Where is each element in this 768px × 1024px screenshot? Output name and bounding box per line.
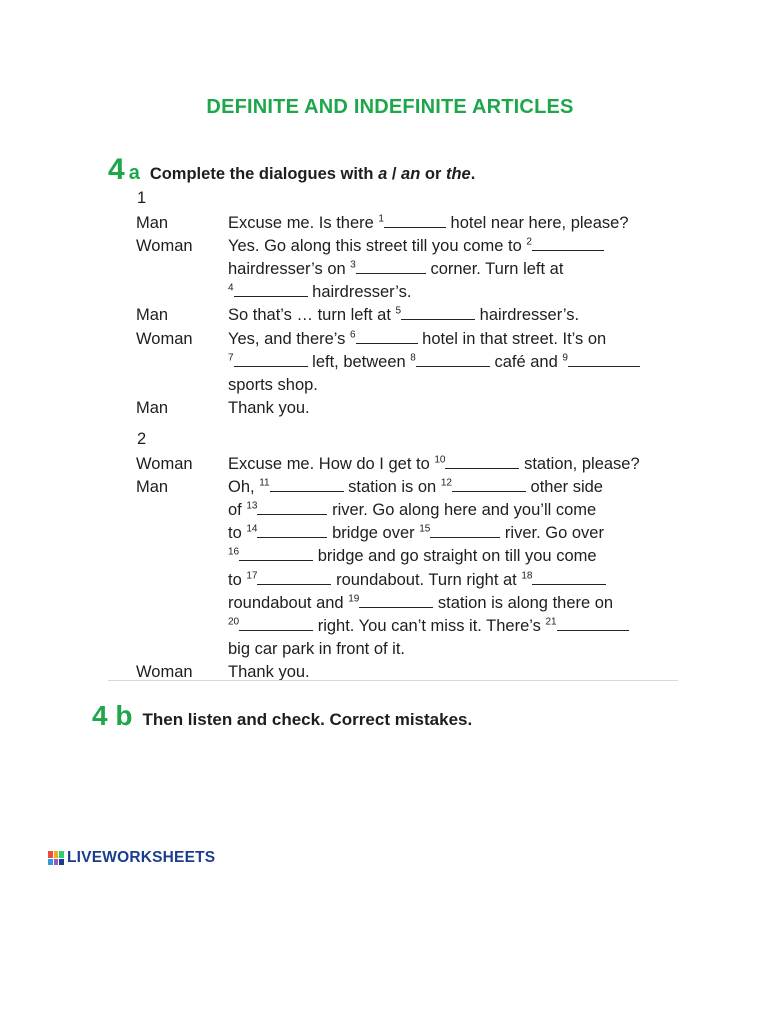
gap-number: 17: [246, 570, 258, 581]
speech-text: Thank you.: [228, 398, 310, 417]
gap-number: 11: [259, 477, 270, 489]
speech-text: Thank you.: [228, 662, 310, 681]
speech-text: roundabout and $^{19}$ station is along there on: [228, 593, 614, 612]
gap-number: 13: [246, 500, 258, 512]
logo-square: [59, 851, 64, 858]
gap-number: 16: [228, 546, 240, 558]
answer-blank-13[interactable]: [257, 500, 327, 515]
answer-blank-7[interactable]: [234, 352, 308, 367]
speech-text: Yes. Go along this street till you come to $^2$: [228, 235, 688, 258]
speech-text: $^7$ left, between $^8$ café and $^9$: [228, 351, 688, 374]
logo-square: [54, 859, 59, 866]
speech-text: $^4$ hairdresser’s.: [228, 282, 412, 302]
answer-blank-17[interactable]: [257, 570, 331, 585]
speaker-label: Man: [136, 398, 169, 417]
answer-blank-14[interactable]: [257, 523, 327, 538]
speech-text: to $^{14}$ bridge over $^{15}$ river. Go over: [228, 523, 604, 543]
answer-blank-21[interactable]: [557, 616, 629, 631]
gap-number: 1: [378, 213, 384, 225]
gap-number: 10: [434, 454, 446, 466]
answer-blank-10[interactable]: [445, 454, 519, 469]
gap-number: 15: [419, 523, 431, 535]
gap-number: 21: [545, 616, 557, 628]
divider: [108, 680, 678, 681]
gap-number: 12: [440, 477, 452, 489]
answer-blank-5[interactable]: [401, 305, 475, 320]
answer-blank-4[interactable]: [234, 282, 308, 297]
answer-blank-19[interactable]: [359, 593, 433, 608]
speech-text: big car park in front of it.: [228, 639, 405, 658]
answer-blank-15[interactable]: [430, 523, 500, 538]
speech-text: to $^{17}$ roundabout. Turn right at $^{18}$: [228, 569, 688, 592]
gap-number: 18: [521, 570, 533, 581]
answer-blank-2[interactable]: [532, 236, 604, 251]
speaker-label: Man: [136, 478, 169, 497]
answer-blank-12[interactable]: [452, 477, 526, 492]
worksheet-title: DEFINITE AND INDEFINITE ARTICLES: [206, 96, 574, 118]
gap-number: 2: [526, 236, 532, 248]
answer-blank-11[interactable]: [270, 477, 344, 492]
speech-text: Excuse me. Is there $^1$ hotel near here, please?: [228, 213, 629, 232]
speaker-label: Woman: [136, 662, 193, 681]
speech-text: Yes, and there’s $^6$ hotel in that street. It’s on: [228, 329, 607, 348]
speaker-label: Woman: [136, 237, 193, 256]
answer-blank-16[interactable]: [239, 546, 313, 561]
gap-number: 20: [228, 616, 240, 628]
gap-number: 7: [228, 352, 234, 364]
gap-number: 9: [562, 352, 568, 364]
speech-text: hairdresser’s on $^3$ corner. Turn left at: [228, 259, 564, 279]
gap-number: 5: [395, 305, 402, 317]
logo-square: [59, 859, 64, 866]
logo-text: LIVEWORKSHEETS: [67, 849, 216, 866]
speaker-label: Woman: [136, 455, 193, 473]
logo-square: [54, 851, 59, 858]
speech-text: of $^{13}$ river. Go along here and you’ll come: [228, 500, 597, 520]
exercise-instruction: Then listen and check. Correct mistakes.: [142, 710, 473, 729]
exercise-instruction: Complete the dialogues with a / an or the.: [149, 165, 476, 183]
exercise-4a-heading: [108, 155, 475, 185]
dialogue-2-number: 2: [137, 430, 147, 448]
speech-text: So that’s … turn left at $^5$ hairdresser’s.: [228, 305, 580, 325]
speech-text: sports shop.: [228, 375, 318, 394]
speech-text: Excuse me. How do I get to $^{10}$ station, please?: [228, 454, 640, 473]
speaker-label: Woman: [136, 329, 193, 348]
answer-blank-9[interactable]: [568, 352, 640, 367]
exercise-number: 4 b: [92, 700, 133, 731]
answer-blank-18[interactable]: [532, 570, 606, 585]
answer-blank-6[interactable]: [356, 329, 418, 344]
answer-blank-20[interactable]: [239, 616, 313, 631]
speaker-label: Man: [136, 306, 169, 325]
logo-square: [48, 851, 53, 858]
dialogue-1-number: 1: [137, 189, 147, 207]
gap-number: 3: [350, 259, 356, 271]
answer-blank-1[interactable]: [384, 213, 446, 228]
answer-blank-3[interactable]: [356, 259, 426, 274]
exercise-4b-heading: [92, 700, 472, 732]
speaker-label: Man: [136, 214, 169, 232]
gap-number: 4: [228, 282, 234, 294]
gap-number: 6: [350, 329, 356, 340]
speech-text: Oh, $^{11}$ station is on $^{12}$ other side: [228, 477, 603, 497]
logo-square: [48, 859, 53, 866]
gap-number: 19: [348, 593, 360, 605]
answer-blank-8[interactable]: [416, 352, 490, 367]
logo-icon: [48, 851, 64, 865]
gap-number: 14: [246, 523, 258, 535]
liveworksheets-logo: [48, 849, 215, 867]
speech-text: $^{20}$ right. You can’t miss it. There’s $^{21}$: [228, 615, 688, 638]
gap-number: 8: [410, 352, 416, 364]
exercise-letter: a: [128, 162, 140, 184]
speech-text: $^{16}$ bridge and go straight on till you come: [228, 546, 597, 566]
exercise-number: 4: [108, 153, 125, 186]
